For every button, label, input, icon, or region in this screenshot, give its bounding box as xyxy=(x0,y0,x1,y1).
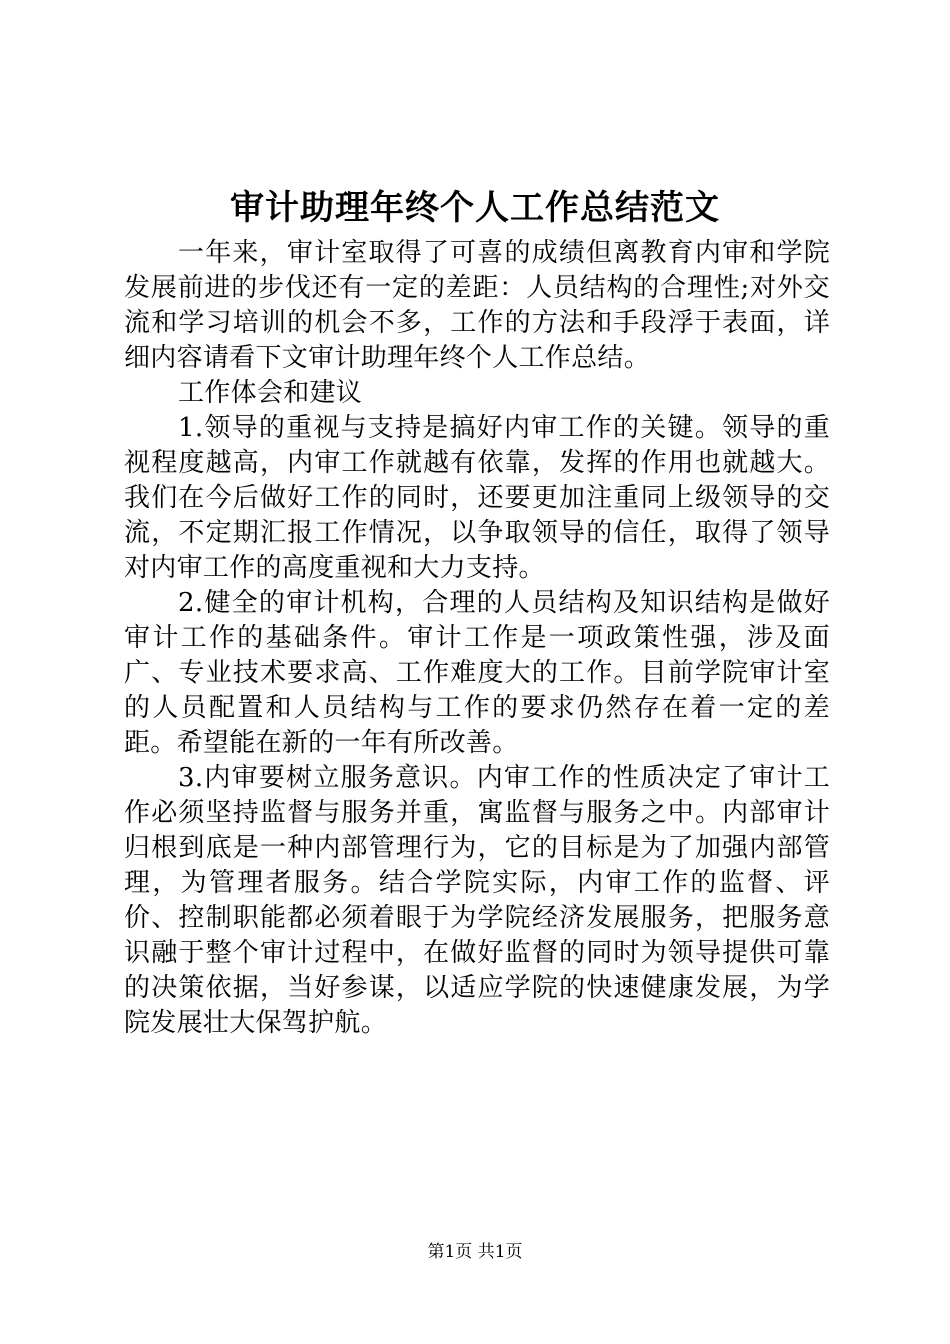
page-number-footer: 第1页 共1页 xyxy=(427,1242,523,1262)
paragraph-point-1: 1.领导的重视与支持是搞好内审工作的关键。领导的重视程度越高，内审工作就越有依靠，发挥的作用也就越大。我们在今后做好工作的同时，还要更加注重同上级领导的交流，不定期汇报工作情况，以争取领导的信任，取得了领导对内审工作的高度重视和大力支持。 xyxy=(124,413,830,583)
section-heading: 工作体会和建议 xyxy=(178,378,363,408)
paragraph-point-3: 3.内审要树立服务意识。内审工作的性质决定了审计工作必须坚持监督与服务并重，寓监督与服务之中。内部审计归根到底是一种内部管理行为，它的目标是为了加强内部管理，为管理者服务。结合学院实际，内审工作的监督、评价、控制职能都必须着眼于为学院经济发展服务，把服务意识融于整个审计过程中，在做好监督的同时为领导提供可靠的决策依据，当好参谋，以适应学院的快速健康发展，为学院发展壮大保驾护航。 xyxy=(124,763,830,1038)
page-title: 审计助理年终个人工作总结范文 xyxy=(230,188,720,228)
document-body xyxy=(124,236,830,1041)
paragraph-point-2: 2.健全的审计机构，合理的人员结构及知识结构是做好审计工作的基础条件。审计工作是一项政策性强，涉及面广、专业技术要求高、工作难度大的工作。目前学院审计室的人员配置和人员结构与工作的要求仍然存在着一定的差距。希望能在新的一年有所改善。 xyxy=(124,588,830,758)
paragraph-intro: 一年来，审计室取得了可喜的成绩但离教育内审和学院发展前进的步伐还有一定的差距：人员结构的合理性;对外交流和学习培训的机会不多，工作的方法和手段浮于表面，详细内容请看下文审计助理年终个人工作总结。 xyxy=(124,238,830,373)
